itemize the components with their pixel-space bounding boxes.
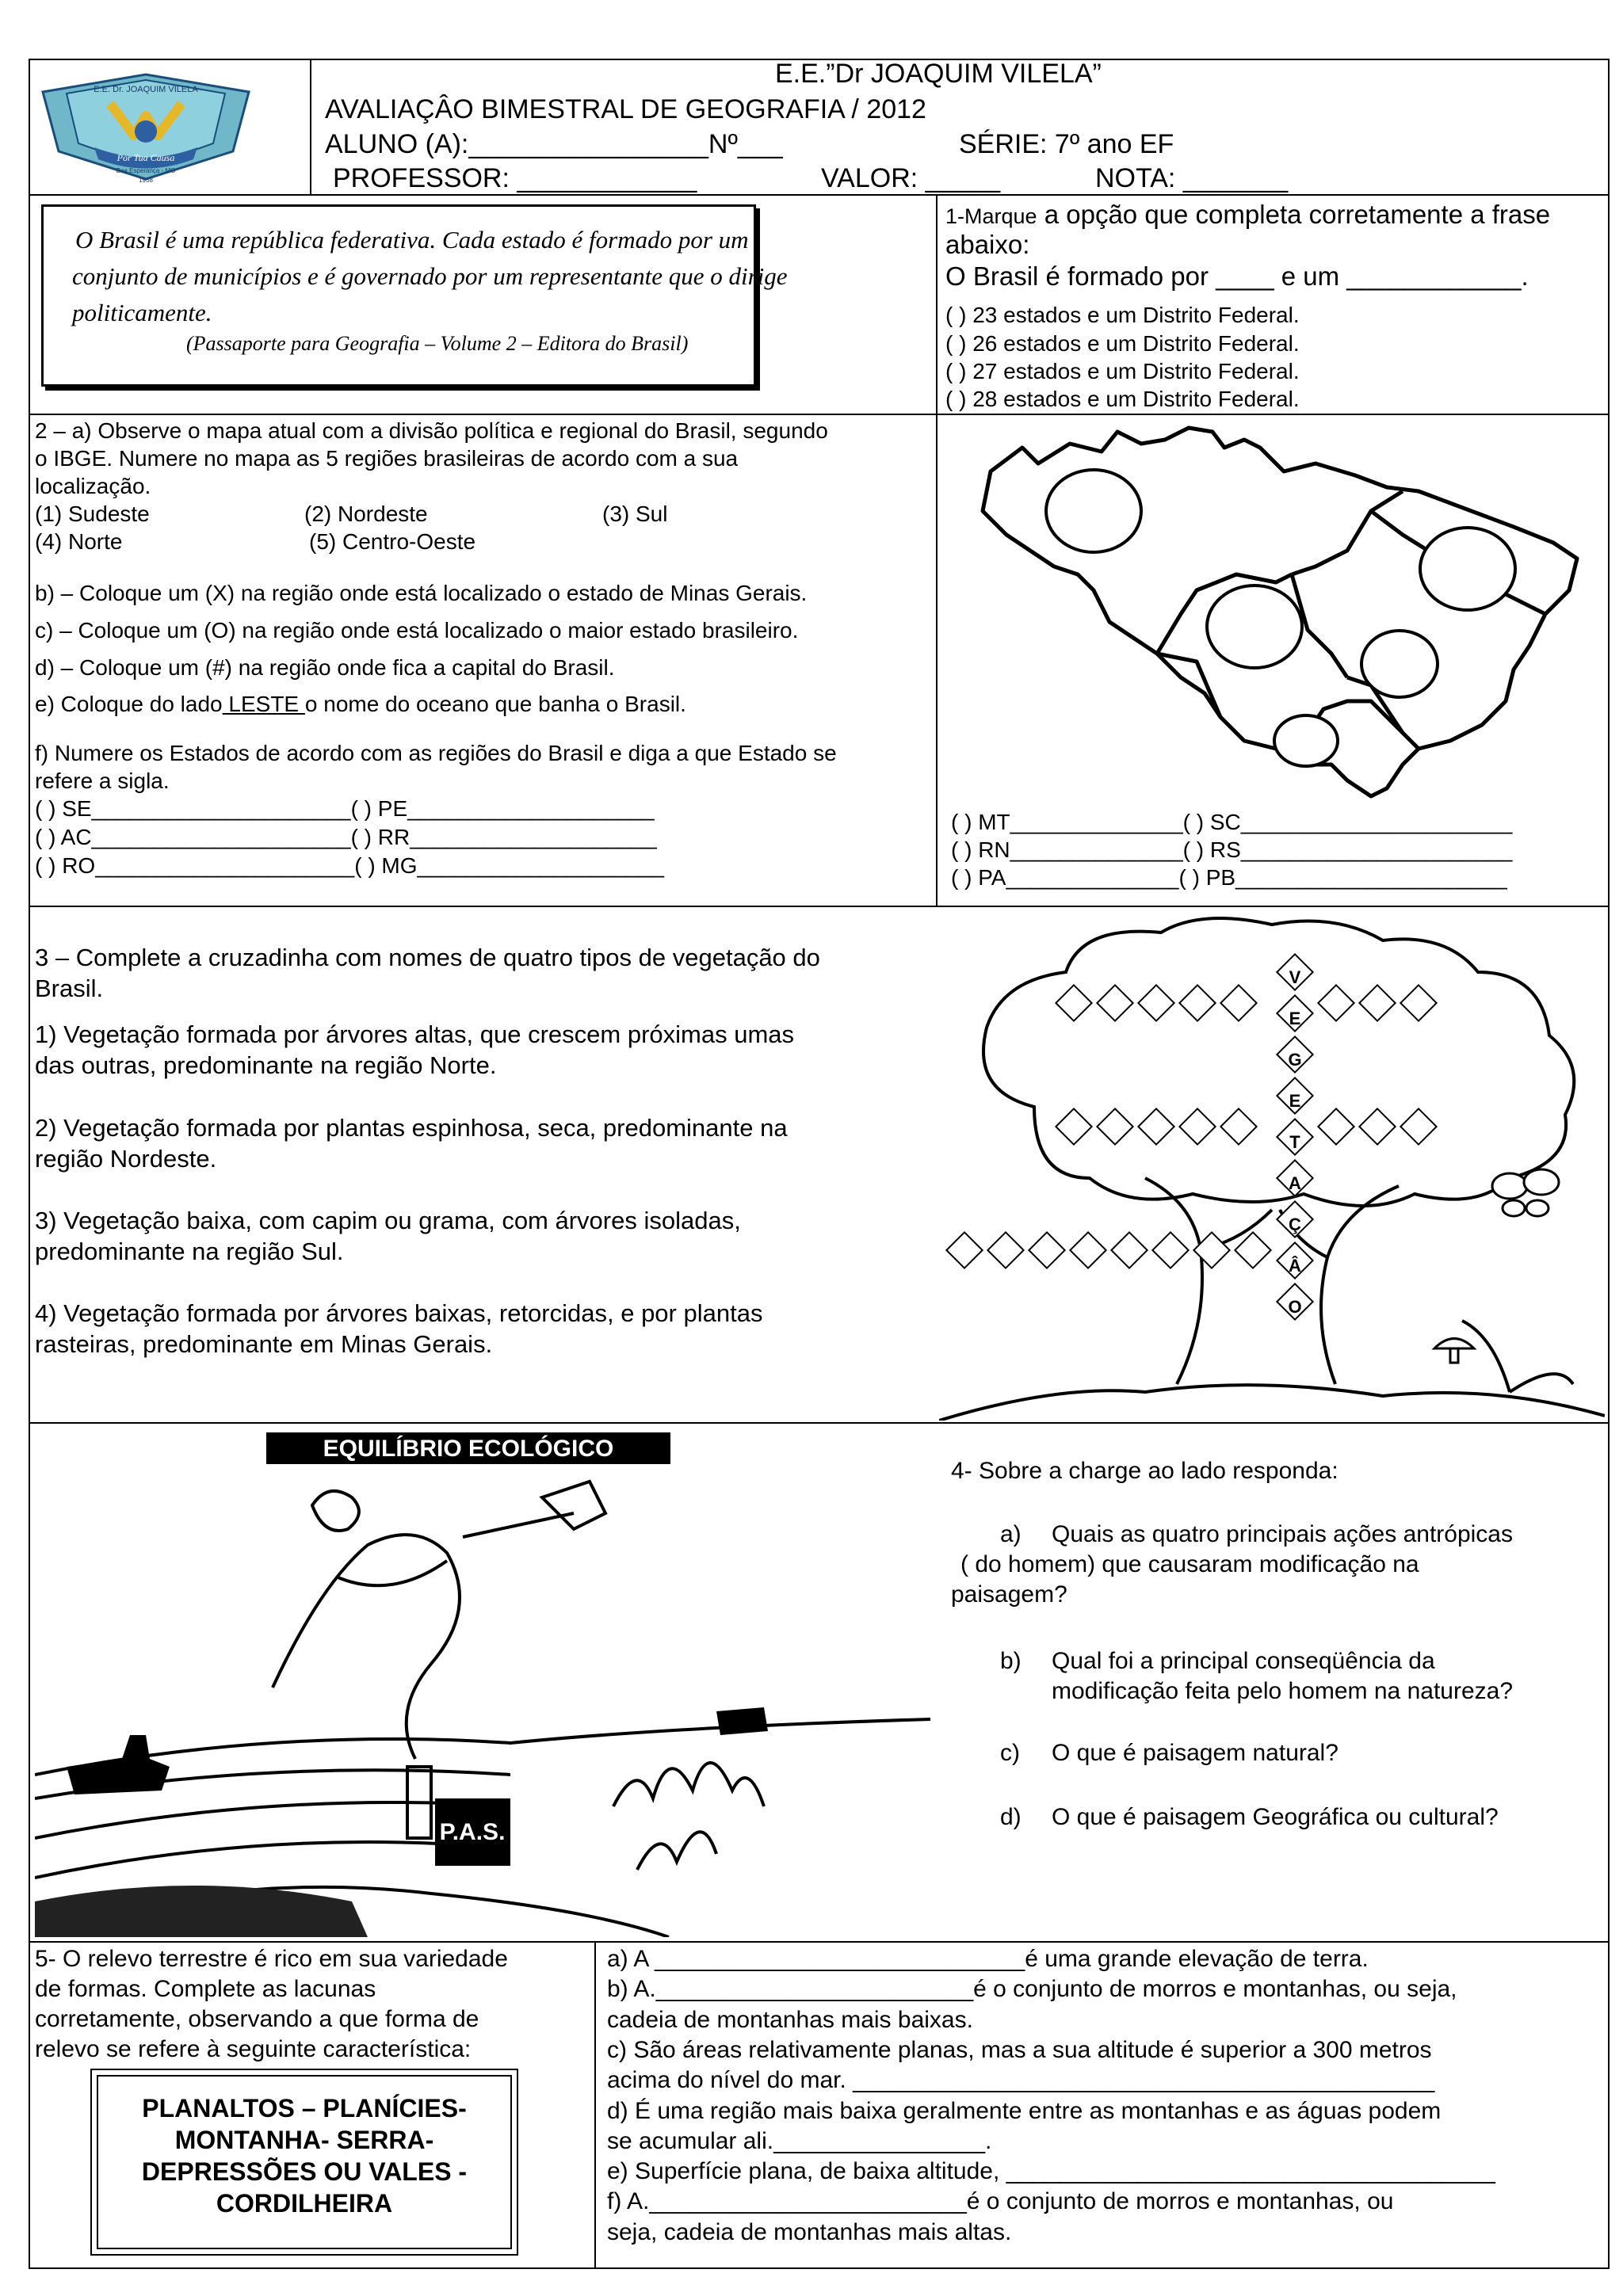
header-logo-divider [310, 59, 311, 195]
q2-states-row[interactable]: ( ) RN______________( ) RS______________________ [951, 837, 1513, 862]
professor-field[interactable]: PROFESSOR: ____________ [333, 163, 697, 193]
q4-c-label: c) [1000, 1740, 1020, 1766]
q5-statement-line[interactable]: c) São áreas relativamente planas, mas a sua altitude é superior a 300 metros [607, 2036, 1432, 2063]
q3-intro-line: Brasil. [35, 974, 104, 1002]
q4-d-text: O que é paisagem Geográfica ou cultural? [1052, 1804, 1499, 1830]
q5-box-line: CORDILHEIRA [216, 2189, 393, 2218]
q1-option[interactable]: ( ) 28 estados e um Distrito Federal. [945, 387, 1300, 411]
logo-ribbon-text: Por Tua Causa [116, 152, 175, 163]
value-field[interactable]: VALOR: _____ [821, 163, 1001, 193]
q5-statement-line[interactable]: seja, cadeia de montanhas mais altas. [607, 2218, 1012, 2245]
q2-item-e-pre: e) Coloque do lado [35, 692, 223, 716]
crossword-letter: E [1289, 1009, 1301, 1029]
crossword-letter: O [1288, 1297, 1302, 1318]
q5-statement-line[interactable]: acima do nível do mar. ____________________________________________ [607, 2067, 1435, 2094]
q5-statement-line[interactable]: cadeia de montanhas mais baixas. [607, 2006, 973, 2033]
tree-trunk-right [1321, 1186, 1399, 1384]
region-circle-sudeste [1361, 631, 1438, 697]
q5-statement-line[interactable]: a) A ____________________________é uma grande elevação de terra. [607, 1946, 1369, 1972]
row-divider-4 [29, 1422, 1610, 1424]
q4-a-line: ( do homem) que causaram modificação na [960, 1551, 1419, 1577]
crossword-letter: T [1289, 1132, 1300, 1153]
q2-region-centro-oeste: (5) Centro-Oeste [309, 529, 476, 554]
q2-states-row[interactable]: ( ) AC_____________________( ) RR____________________ [35, 825, 657, 849]
q4-b-line: modificação feita pelo homem na natureza? [1052, 1678, 1514, 1704]
mushroom-icon [1434, 1339, 1474, 1363]
crossword-letter: G [1288, 1050, 1302, 1070]
q1-option[interactable]: ( ) 27 estados e um Distrito Federal. [945, 359, 1300, 383]
q3-item-3: 3) Vegetação baixa, com capim ou grama, com árvores isoladas, [35, 1207, 741, 1234]
crossword-letter: V [1289, 967, 1301, 988]
row-divider-5 [29, 1941, 1610, 1943]
region-circle-centro-oeste [1207, 585, 1302, 668]
q2-states-row[interactable]: ( ) SE_____________________( ) PE____________________ [35, 796, 655, 821]
q2-item-e-post: o nome do oceano que banha o Brasil. [304, 692, 686, 716]
q2-intro-line: 2 – a) Observe o mapa atual com a divisão política e regional do Brasil, segundo [35, 418, 828, 443]
q3-intro-line: 3 – Complete a cruzadinha com nomes de quatro tipos de vegetação do [35, 944, 820, 971]
logo-text-top: E.E. Dr. JOAQUIM VILELA [94, 85, 198, 94]
q4-a-line: Quais as quatro principais ações antrópicas [1052, 1521, 1513, 1547]
q4-b-label: b) [1000, 1648, 1022, 1674]
q2-intro-line: localização. [35, 474, 151, 498]
col-divider-q5 [594, 1941, 596, 2269]
q1-quote-box [41, 204, 788, 387]
q5-statement-line[interactable]: d) É uma região mais baixa geralmente entre as montanhas e as águas podem [607, 2097, 1442, 2124]
exam-title: AVALIAÇÂO BIMESTRAL DE GEOGRAFIA / 2012 [325, 94, 926, 124]
q5-box-line: DEPRESSÕES OU VALES - [141, 2157, 468, 2186]
q2-states-row[interactable]: ( ) PA______________( ) PB______________________ [951, 865, 1507, 890]
crossword-tree [939, 909, 1605, 1421]
logo-city-text: Boa Esperança - MG [116, 167, 176, 174]
q2-intro-line: o IBGE. Numere no mapa as 5 regiões brasileiras de acordo com a sua [35, 446, 739, 471]
q4-c-text: O que é paisagem natural? [1052, 1740, 1338, 1766]
q5-statement-line[interactable]: se acumular ali.________________. [607, 2127, 992, 2154]
crossword-letter: A [1289, 1173, 1301, 1194]
q5-statement-line[interactable]: e) Superfície plana, de baixa altitude, _____________________________________ [607, 2158, 1495, 2185]
q5-intro-line: 5- O relevo terrestre é rico em sua variedade [35, 1946, 508, 1972]
q1-quote-source: (Passaporte para Geografia – Volume 2 – Editora do Brasil) [186, 332, 689, 355]
q3-item-1: 1) Vegetação formada por árvores altas, que crescem próximas umas [35, 1020, 795, 1048]
logo-year-text: 1958 [139, 177, 153, 184]
q2-item-f-line: f) Numere os Estados de acordo com as regiões do Brasil e diga a que Estado se [35, 741, 837, 765]
row-divider-2 [29, 414, 1610, 415]
cartoon-title: EQUILÍBRIO ECOLÓGICO [323, 1436, 614, 1462]
q3-item-4: 4) Vegetação formada por árvores baixas, retorcidas, e por plantas [35, 1299, 763, 1327]
q3-item-4-cont: rasteiras, predominante em Minas Gerais. [35, 1330, 493, 1358]
region-circle-sul [1274, 715, 1338, 766]
q2-region-sudeste: (1) Sudeste [35, 502, 150, 526]
grade-score-field[interactable]: NOTA: _______ [1095, 163, 1289, 193]
q3-item-1-cont: das outras, predominante na região Norte. [35, 1051, 497, 1079]
grade-field: SÉRIE: 7º ano EF [959, 129, 1174, 159]
q4-a-line: paisagem? [951, 1581, 1067, 1608]
q3-item-2: 2) Vegetação formada por plantas espinhosa, seca, predominante na [35, 1114, 788, 1142]
school-name: E.E.”Dr JOAQUIM VILELA” [775, 59, 1102, 89]
q1-prompt-text: a opção que completa corretamente a frase [1037, 200, 1551, 229]
q2-region-norte: (4) Norte [35, 529, 123, 554]
q1-prompt-number: 1-Marque [945, 204, 1037, 228]
q4-title: 4- Sobre a charge ao lado responda: [951, 1458, 1338, 1484]
cartoon-image [35, 1426, 930, 1937]
q1-option[interactable]: ( ) 23 estados e um Distrito Federal. [945, 303, 1300, 327]
q5-intro-line: de formas. Complete as lacunas [35, 1976, 376, 2002]
tree-trunk-left [1145, 1178, 1202, 1384]
crossword-letter: Â [1289, 1256, 1301, 1276]
q5-intro-line: corretamente, observando a que forma de [35, 2006, 479, 2032]
q2-item-c: c) – Coloque um (O) na região onde está localizado o maior estado brasileiro. [35, 618, 799, 643]
q2-item-e [35, 692, 686, 717]
q3-item-2-cont: região Nordeste. [35, 1145, 217, 1173]
q1-quote-line: O Brasil é uma república federativa. Cada estado é formado por um [75, 226, 749, 254]
q5-box-line: PLANALTOS – PLANÍCIES- [142, 2094, 467, 2122]
q1-quote-line: politicamente. [72, 299, 212, 326]
q4-a-label: a) [1000, 1521, 1022, 1547]
q1-sentence: O Brasil é formado por ____ e um ____________. [945, 261, 1529, 291]
row-divider-1 [29, 194, 1610, 196]
q4-d-label: d) [1000, 1804, 1022, 1830]
q1-prompt [945, 200, 1550, 230]
region-circle-norte [1046, 470, 1141, 552]
crossword-letter: Ç [1289, 1215, 1301, 1235]
cartoon-pas-label: P.A.S. [439, 1819, 506, 1845]
q2-item-d: d) – Coloque um (#) na região onde fica a capital do Brasil. [35, 655, 615, 680]
q5-statement-line[interactable]: b) A.________________________é o conjunto de morros e montanhas, ou seja, [607, 1976, 1457, 2003]
butterfly-icon [1492, 1169, 1559, 1216]
q2-region-nordeste: (2) Nordeste [304, 502, 428, 526]
q4-b-line: Qual foi a principal conseqüência da [1052, 1648, 1435, 1674]
q2-item-e-answer: LESTE [222, 692, 305, 716]
crossword-letter: E [1289, 1091, 1301, 1112]
q2-states-row[interactable]: ( ) MT______________( ) SC______________________ [951, 810, 1513, 834]
cattle-icon [716, 1707, 768, 1735]
q3-item-3-cont: predominante na região Sul. [35, 1238, 344, 1265]
brazil-map [959, 416, 1593, 812]
school-logo [35, 68, 257, 187]
q5-intro-line: relevo se refere à seguinte característica: [35, 2036, 472, 2062]
q5-statement-line[interactable]: f) A.________________________é o conjunto de morros e montanhas, ou [607, 2188, 1394, 2215]
row-divider-3 [29, 906, 1610, 907]
q2-region-sul: (3) Sul [602, 502, 668, 526]
student-field[interactable]: ALUNO (A):________________Nº___ [325, 129, 783, 159]
q2-item-f-line: refere a sigla. [35, 769, 170, 793]
q5-box-line: MONTANHA- SERRA- [174, 2126, 434, 2154]
q1-prompt-line2: abaixo: [945, 230, 1030, 259]
region-circle-nordeste [1420, 528, 1515, 610]
col-divider-q1 [936, 194, 938, 907]
q1-option[interactable]: ( ) 26 estados e um Distrito Federal. [945, 331, 1300, 356]
q1-quote-line: conjunto de municípios e é governado por um representante que o dirige [72, 262, 788, 290]
q2-states-row[interactable]: ( ) RO_____________________( ) MG____________________ [35, 853, 664, 878]
q2-item-b: b) – Coloque um (X) na região onde está localizado o estado de Minas Gerais. [35, 581, 808, 605]
q5-answer-box [97, 2075, 512, 2249]
tractor-icon [67, 1735, 170, 1794]
